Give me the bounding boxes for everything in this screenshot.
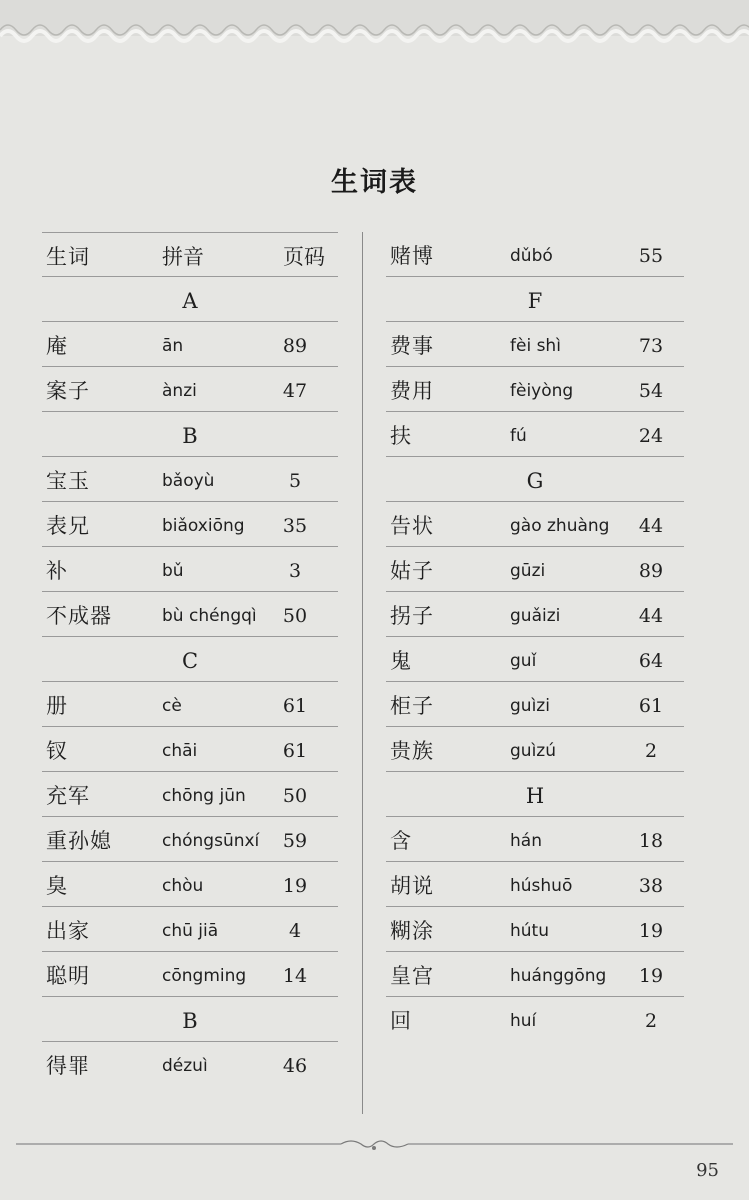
vocab-row	[386, 952, 684, 997]
vocab-row	[386, 592, 684, 637]
section-letter: H	[525, 784, 545, 808]
page-ref: 4	[288, 920, 302, 942]
header-pinyin: 拼音	[162, 245, 204, 269]
pinyin: dǔbó	[510, 246, 553, 266]
vocab-row	[42, 817, 338, 862]
pinyin: fèiyòng	[510, 381, 574, 401]
word: 庵	[46, 334, 68, 358]
word: 赌博	[390, 244, 434, 268]
word: 费事	[390, 334, 434, 358]
word: 贵族	[390, 739, 434, 763]
word: 费用	[390, 379, 434, 403]
page-ref: 2	[644, 740, 658, 762]
vocab-row	[42, 322, 338, 367]
page-ref: 55	[638, 245, 664, 267]
vocab-row	[42, 907, 338, 952]
page-ref: 18	[638, 830, 664, 852]
pinyin: bǎoyù	[162, 471, 215, 491]
vocab-row	[42, 682, 338, 727]
vocab-row	[42, 367, 338, 412]
pinyin: huánggōng	[510, 966, 607, 986]
page-ref: 50	[282, 605, 308, 627]
page-ref: 14	[282, 965, 308, 987]
decorative-footer-line	[16, 1138, 733, 1158]
pinyin: húshuō	[510, 876, 573, 896]
left-column	[42, 232, 338, 1087]
vocab-row	[42, 952, 338, 997]
pinyin: bù chéngqì	[162, 606, 257, 626]
pinyin: chóngsūnxí	[162, 831, 260, 851]
vocab-row	[42, 592, 338, 637]
section-letter: A	[182, 289, 198, 313]
page-ref: 89	[638, 560, 664, 582]
vocab-row	[386, 412, 684, 457]
vocab-row	[42, 502, 338, 547]
header-page: 页码	[283, 245, 325, 269]
pinyin: hán	[510, 831, 542, 851]
letter-section-header	[386, 772, 684, 817]
page-number: 95	[696, 1160, 719, 1181]
vocab-row	[386, 322, 684, 367]
page-ref: 5	[288, 470, 302, 492]
word: 钗	[46, 739, 68, 763]
vocab-row	[386, 682, 684, 727]
word: 鬼	[390, 649, 412, 673]
vocab-row	[42, 547, 338, 592]
page-ref: 44	[638, 515, 664, 537]
page-ref: 24	[638, 425, 664, 447]
page-ref: 61	[282, 695, 308, 717]
page-ref: 44	[638, 605, 664, 627]
decorative-top-border	[0, 0, 749, 52]
page-ref: 89	[282, 335, 308, 357]
pinyin: guǎizi	[510, 606, 561, 626]
page-ref: 61	[282, 740, 308, 762]
word: 不成器	[46, 604, 112, 628]
right-column	[386, 232, 684, 1042]
vocab-row	[386, 997, 684, 1042]
word: 柜子	[390, 694, 434, 718]
page-ref: 2	[644, 1010, 658, 1032]
word: 聪明	[46, 964, 90, 988]
letter-section-header	[386, 457, 684, 502]
page-ref: 19	[638, 920, 664, 942]
word: 含	[390, 829, 412, 853]
table-header	[42, 232, 338, 277]
word: 充军	[46, 784, 90, 808]
page-ref: 50	[282, 785, 308, 807]
word: 出家	[46, 919, 90, 943]
word: 宝玉	[46, 469, 90, 493]
page-ref: 47	[282, 380, 308, 402]
word: 扶	[390, 424, 412, 448]
pinyin: dézuì	[162, 1056, 208, 1076]
pinyin: chū jiā	[162, 921, 219, 941]
word: 皇宫	[390, 964, 434, 988]
word: 回	[390, 1009, 412, 1033]
letter-section-header	[42, 997, 338, 1042]
word: 表兄	[46, 514, 90, 538]
vocab-row	[386, 727, 684, 772]
page-ref: 61	[638, 695, 664, 717]
pinyin: hútu	[510, 921, 549, 941]
word: 臭	[46, 874, 68, 898]
letter-section-header	[42, 277, 338, 322]
pinyin: gào zhuàng	[510, 516, 610, 536]
section-letter: C	[181, 649, 199, 673]
word: 册	[46, 694, 68, 718]
vocab-row	[42, 1042, 338, 1087]
vocab-row	[386, 232, 684, 277]
page-ref: 38	[638, 875, 664, 897]
pinyin: huí	[510, 1011, 537, 1031]
pinyin: cōngming	[162, 966, 247, 986]
vocab-row	[386, 502, 684, 547]
vocab-row	[42, 772, 338, 817]
vocab-row	[386, 547, 684, 592]
vocab-row	[386, 817, 684, 862]
section-letter: B	[182, 424, 198, 448]
vocab-row	[386, 637, 684, 682]
word: 告状	[390, 514, 434, 538]
vocab-row	[42, 862, 338, 907]
pinyin: fú	[510, 426, 527, 446]
page-ref: 46	[282, 1055, 308, 1077]
section-letter: B	[182, 1009, 198, 1033]
vocab-row	[42, 727, 338, 772]
letter-section-header	[386, 277, 684, 322]
page-ref: 64	[638, 650, 664, 672]
word: 姑子	[390, 559, 434, 583]
page-title: 生词表	[331, 167, 418, 198]
pinyin: gūzi	[510, 561, 546, 581]
page-ref: 73	[638, 335, 664, 357]
pinyin: guìzi	[510, 696, 550, 716]
word: 案子	[46, 379, 90, 403]
letter-section-header	[42, 412, 338, 457]
word: 重孙媳	[46, 829, 112, 853]
word: 得罪	[46, 1054, 90, 1078]
word: 补	[46, 559, 68, 583]
vocab-row	[386, 367, 684, 412]
pinyin: guǐ	[510, 651, 537, 671]
page-ref: 59	[282, 830, 308, 852]
word: 拐子	[390, 604, 434, 628]
pinyin: fèi shì	[510, 336, 561, 356]
page-ref: 35	[282, 515, 308, 537]
pinyin: biǎoxiōng	[162, 516, 245, 536]
column-divider	[362, 232, 363, 1114]
header-word: 生词	[46, 245, 90, 269]
vocab-row	[42, 457, 338, 502]
vocab-row	[386, 907, 684, 952]
pinyin: cè	[162, 696, 182, 716]
vocab-row	[386, 862, 684, 907]
pinyin: bǔ	[162, 561, 184, 581]
page-ref: 19	[282, 875, 308, 897]
pinyin: ān	[162, 336, 184, 356]
pinyin: guìzú	[510, 741, 556, 761]
page-ref: 19	[638, 965, 664, 987]
letter-section-header	[42, 637, 338, 682]
page-ref: 3	[288, 560, 302, 582]
word: 胡说	[390, 874, 434, 898]
pinyin: chāi	[162, 741, 198, 761]
page-ref: 54	[638, 380, 664, 402]
section-letter: G	[526, 469, 544, 493]
section-letter: F	[527, 289, 543, 313]
pinyin: chōng jūn	[162, 786, 246, 806]
pinyin: chòu	[162, 876, 204, 896]
word: 糊涂	[390, 919, 434, 943]
pinyin: ànzi	[162, 381, 197, 401]
